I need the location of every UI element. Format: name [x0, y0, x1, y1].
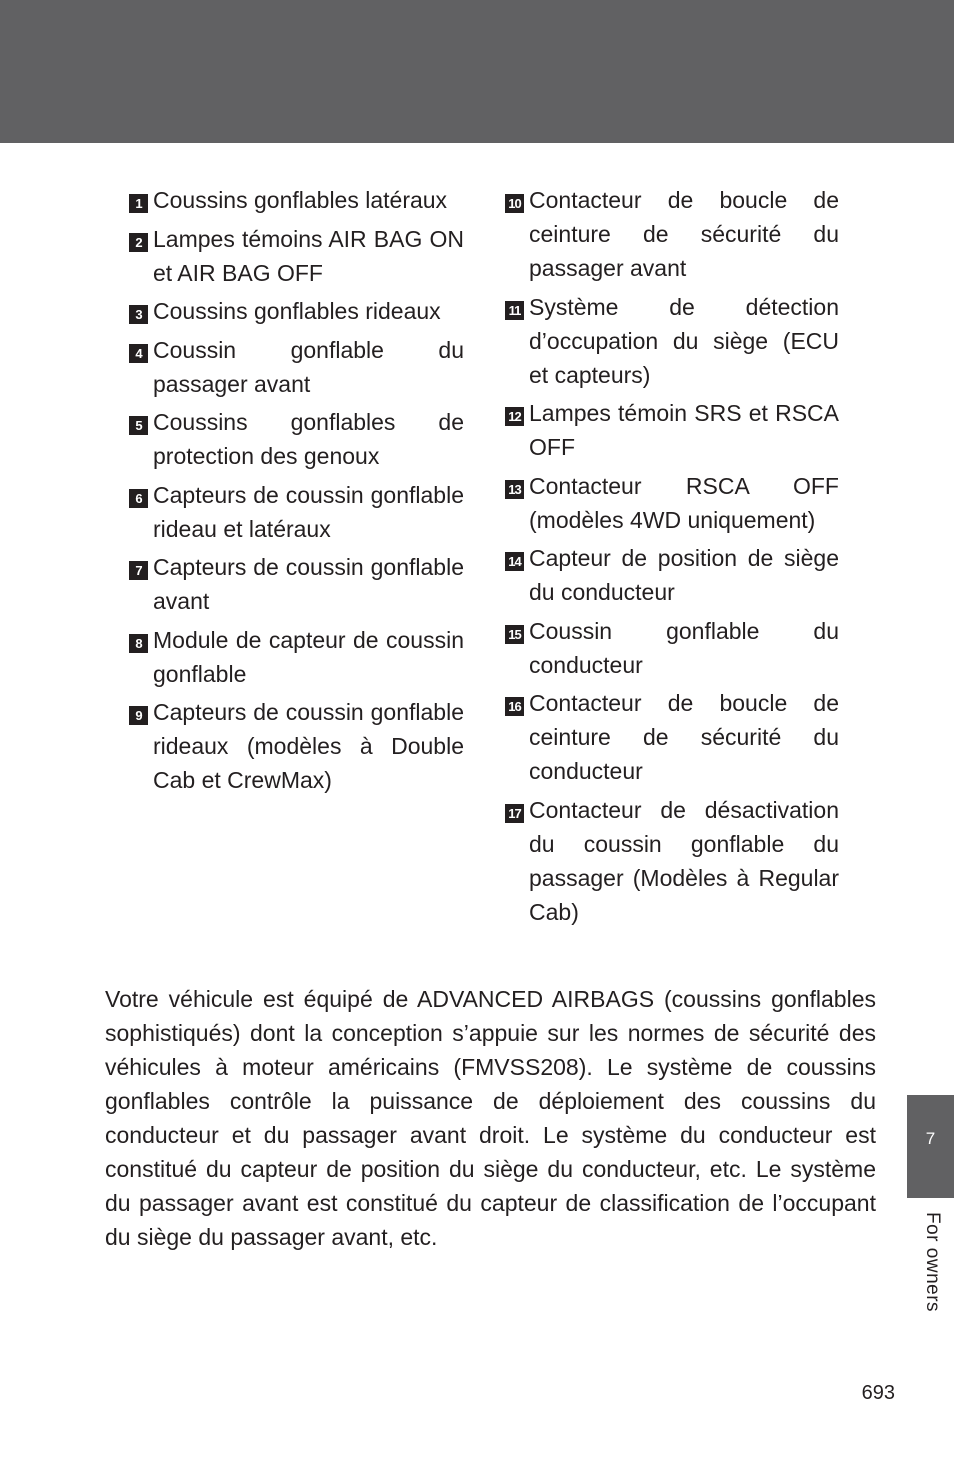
component-list-right: [505, 183, 839, 933]
chapter-tab: [907, 1095, 954, 1198]
list-item: [129, 695, 464, 797]
list-item: [129, 550, 464, 618]
chapter-label: For owners: [922, 1212, 943, 1313]
component-list-left: [129, 183, 464, 802]
item-text: Lampes témoin SRS et RSCA OFF: [529, 400, 839, 460]
list-item: [129, 222, 464, 290]
list-item: [129, 183, 464, 217]
item-text: Capteurs de coussin gonflable rideau et latéraux: [153, 481, 464, 542]
item-text: Capteurs de coussin gonflable rideaux (modèles à Double Cab et CrewMax): [153, 699, 464, 793]
list-item: [505, 541, 839, 609]
header-band: [0, 0, 954, 143]
item-text: Système de détection d’occupation du siège (ECU et capteurs): [529, 293, 839, 388]
item-text: Contacteur de boucle de ceinture de sécurité du conducteur: [529, 690, 839, 784]
list-item: [505, 290, 839, 392]
item-number-badge: 12: [505, 407, 524, 426]
item-text: Coussin gonflable du conducteur: [529, 617, 839, 678]
item-text: Module de capteur de coussin gonflable: [153, 626, 464, 687]
item-number-badge: 17: [505, 804, 524, 823]
item-number-badge: 8: [129, 634, 148, 653]
item-text: Lampes témoins AIR BAG ON et AIR BAG OFF: [153, 225, 464, 286]
item-number-badge: 11: [505, 301, 524, 320]
item-number-badge: 10: [505, 194, 524, 213]
item-number-badge: 4: [129, 344, 148, 363]
page-number: 693: [861, 1382, 895, 1404]
list-item: [505, 183, 839, 285]
item-text: Coussins gonflables de protection des genoux: [153, 409, 464, 469]
list-item: [505, 686, 839, 788]
list-item: [505, 614, 839, 682]
item-number-badge: 2: [129, 233, 148, 252]
item-number-badge: 3: [129, 305, 148, 324]
list-item: [129, 623, 464, 691]
item-text: Contacteur de désactivation du coussin gonflable du passager (Modèles à Regular Cab): [529, 796, 839, 925]
body-paragraph: Votre véhicule est équipé de ADVANCED AIRBAGS (coussins gonflables sophistiqués) dont la conception s’appuie sur les normes de sécurité des véhicules à moteur américains (FMVSS208). Le système de coussins gonflables contrôle la puissance de déploiement des coussins du conducteur et du passager avant droit. Le système du conducteur est constitué du capteur de position du siège du conducteur, etc. Le système du passager avant est constitué du capteur de classification de l’occupant du siège du passager avant, etc.: [105, 986, 876, 1250]
item-text: Contacteur RSCA OFF (modèles 4WD uniquement): [529, 472, 839, 533]
list-item: [129, 478, 464, 546]
list-item: [129, 333, 464, 401]
chapter-number: 7: [925, 1129, 936, 1148]
item-number-badge: 16: [505, 697, 524, 716]
list-item: [505, 396, 839, 464]
list-item: [129, 405, 464, 473]
item-number-badge: 14: [505, 552, 524, 571]
list-item: [505, 469, 839, 537]
item-text: Coussins gonflables rideaux: [153, 298, 441, 324]
list-item: [129, 294, 464, 328]
item-number-badge: 13: [505, 480, 524, 499]
item-number-badge: 9: [129, 706, 148, 725]
item-text: Capteurs de coussin gonflable avant: [153, 554, 464, 614]
item-number-badge: 7: [129, 561, 148, 580]
item-text: Coussins gonflables latéraux: [153, 187, 448, 213]
list-item: [505, 793, 839, 929]
item-text: Contacteur de boucle de ceinture de sécurité du passager avant: [529, 187, 839, 281]
item-text: Capteur de position de siège du conducteur: [529, 545, 839, 605]
item-number-badge: 6: [129, 489, 148, 508]
item-text: Coussin gonflable du passager avant: [153, 336, 464, 397]
item-number-badge: 5: [129, 416, 148, 435]
item-number-badge: 15: [505, 625, 524, 644]
item-number-badge: 1: [129, 194, 148, 213]
